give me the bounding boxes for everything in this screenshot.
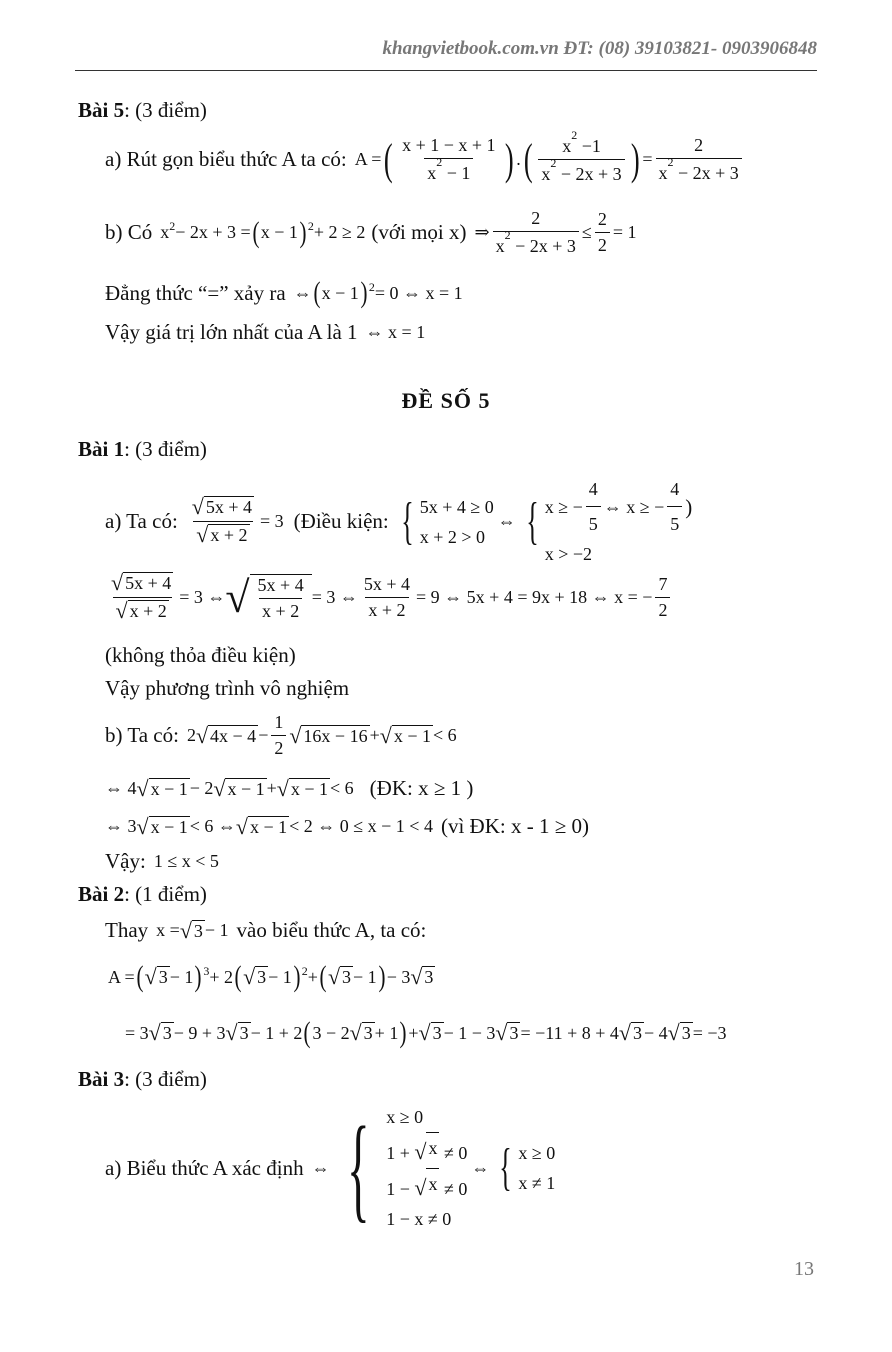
bai5-label: Bài 5 bbox=[78, 98, 125, 122]
bai2-expression: A = ( √ 3 − 1 ) 3 + 2 ( √ 3 − 1 ) 2 + ( √ 3 − 1 ) − 3 √ 3 bbox=[108, 960, 434, 993]
bai1-condition-system: { 5x + 4 ≥ 0 x + 2 > 0 ⇔ { x ≥ − $\frac{4}{5}$ ⇔ x ≥ − $\frac{4}{5}$ ) x > −2 bbox=[400, 479, 693, 564]
bai3-heading bbox=[78, 1067, 207, 1092]
bai1-result: 1 ≤ x < 5 bbox=[153, 851, 219, 871]
bai2-simplify: = 3 √ 3 − 9 + 3 √ 3 − 1 + 2 ( 3 − 2 √ 3 + 1 ) + √ 3 − 1 − 3 √ 3 = −11 + 8 + 4 √ 3 − 4 √ 3 = −3 bbox=[125, 1016, 727, 1049]
bai1-label: Bài 1 bbox=[78, 437, 125, 461]
bai5-b-text: b) Có bbox=[105, 220, 153, 244]
bai2-heading bbox=[78, 882, 207, 907]
header-text: khangvietbook.com.vn ĐT: (08) 39103821- 0903906848 bbox=[382, 38, 817, 59]
bai2-x-value: x = √ 3 − 1 bbox=[156, 917, 229, 943]
bai1-b-text: b) Ta có: bbox=[105, 723, 179, 747]
bai3-a-text: a) Biểu thức A xác định bbox=[105, 1155, 304, 1180]
bai2-label: Bài 2 bbox=[78, 882, 125, 906]
bai5-a-formula: A = ( $\frac{x + 1 - x + 1}{x^2 - 1}$ ) . ( $\frac{x^2 -1}{x^2 - 2x + 3}$ ) = $\frac{2}{x^2 - 2x + 3}$ bbox=[355, 134, 745, 185]
bai5-heading bbox=[78, 98, 207, 123]
bai1-b-dk: (ĐK: x ≥ 1 ) bbox=[369, 776, 474, 800]
bai5-a-line bbox=[105, 128, 745, 185]
bai1-a-text: a) Ta có: bbox=[105, 509, 178, 533]
bai5-b-formula-2: ⇒ $\frac{2}{x^2 - 2x + 3}$ ≤ $\frac{2}{2}$ = 1 bbox=[474, 208, 637, 256]
bai3-condition-system: ⇔ { x ≥ 0 1 + √ x ≠ 0 1 − √ x ≠ 0 1 − x ≠ 0 ⇔ { x ≥ 0 x ≠ 1 bbox=[311, 1102, 556, 1233]
bai3-a-line bbox=[105, 1102, 555, 1234]
bai3-label: Bài 3 bbox=[78, 1067, 125, 1091]
bai2-intro-line bbox=[105, 918, 426, 943]
bai1-heading bbox=[78, 437, 207, 462]
bai1-not-satisfied-line bbox=[105, 643, 296, 668]
bai1-b-step1 bbox=[105, 776, 473, 801]
bai5-conclusion-line bbox=[105, 320, 425, 345]
bai1-not-satisfied: (không thỏa điều kiện) bbox=[105, 643, 296, 667]
bai1-b-step1-formula: ⇔ 4 √ x − 1 − 2 √ x − 1 + √ x − 1 < 6 bbox=[105, 775, 354, 801]
bai2-intro-b: vào biểu thức A, ta có: bbox=[236, 918, 427, 942]
bai2-expression-line bbox=[108, 962, 435, 992]
bai1-b-step2-formula: ⇔ 3 √ x − 1 < 6 ⇔ √ x − 1 < 2 ⇔ 0 ≤ x − 1 < 4 bbox=[105, 813, 433, 839]
bai5-conclusion-formula: ⇔ x = 1 bbox=[365, 322, 426, 342]
bai5-b-note: (với mọi x) bbox=[371, 220, 467, 244]
bai5-conclusion-text: Vậy giá trị lớn nhất của A là 1 bbox=[105, 320, 358, 344]
page-header bbox=[75, 38, 817, 71]
bai2-intro-a: Thay bbox=[105, 918, 149, 942]
bai1-b-inequality: 2 √ 4x − 4 − $\frac{1}{2}$ √ 16x − 16 + √ x − 1 < 6 bbox=[186, 712, 457, 758]
bai3-points: : (3 điểm) bbox=[124, 1067, 207, 1091]
bai5-equality-line bbox=[105, 278, 463, 308]
bai1-b-dk2: (vì ĐK: x - 1 ≥ 0) bbox=[440, 814, 589, 838]
bai2-points: : (1 điểm) bbox=[124, 882, 207, 906]
bai1-a-solve-formula: √ 5x + 4 √ x + 2 = 3 ⇔ √ $\frac{5x + 4}{x + 2}$ = 3 ⇔ $\frac{5x + 4}{x + 2}$ = 9 ⇔ 5x + 4 = 9x + 18 ⇔ x = − $\frac{7}{2}$ bbox=[105, 572, 673, 623]
bai5-points: : (3 điểm) bbox=[124, 98, 207, 122]
bai1-b-step2 bbox=[105, 814, 589, 839]
bai2-simplify-line bbox=[125, 1018, 727, 1048]
section-title: ĐỀ SỐ 5 bbox=[401, 388, 491, 413]
bai5-equality-text: Đẳng thức “=” xảy ra bbox=[105, 280, 286, 305]
bai5-b-line bbox=[105, 208, 636, 257]
bai1-a-line bbox=[105, 474, 692, 569]
bai1-result-line bbox=[105, 849, 219, 874]
bai1-a-solve-line bbox=[105, 572, 673, 623]
bai5-b-formula-1: x 2 − 2x + 3 = ( x − 1 ) 2 + 2 ≥ 2 bbox=[160, 215, 366, 249]
bai1-a-equation: √ 5x + 4 √ x + 2 = 3 bbox=[191, 494, 284, 547]
bai5-a-text: a) Rút gọn biểu thức A ta có: bbox=[105, 147, 347, 171]
bai1-result-prefix: Vậy: bbox=[105, 849, 146, 873]
bai1-no-solution-line bbox=[105, 676, 349, 701]
page-number: 13 bbox=[794, 1258, 814, 1280]
bai1-condition-label: (Điều kiện: bbox=[293, 509, 389, 533]
bai1-no-solution: Vậy phương trình vô nghiệm bbox=[105, 676, 350, 700]
bai1-b-line bbox=[105, 712, 457, 759]
bai1-points: : (3 điểm) bbox=[124, 437, 207, 461]
bai5-equality-formula: ⇔ ( x − 1 ) 2 = 0 ⇔ x = 1 bbox=[293, 276, 463, 309]
